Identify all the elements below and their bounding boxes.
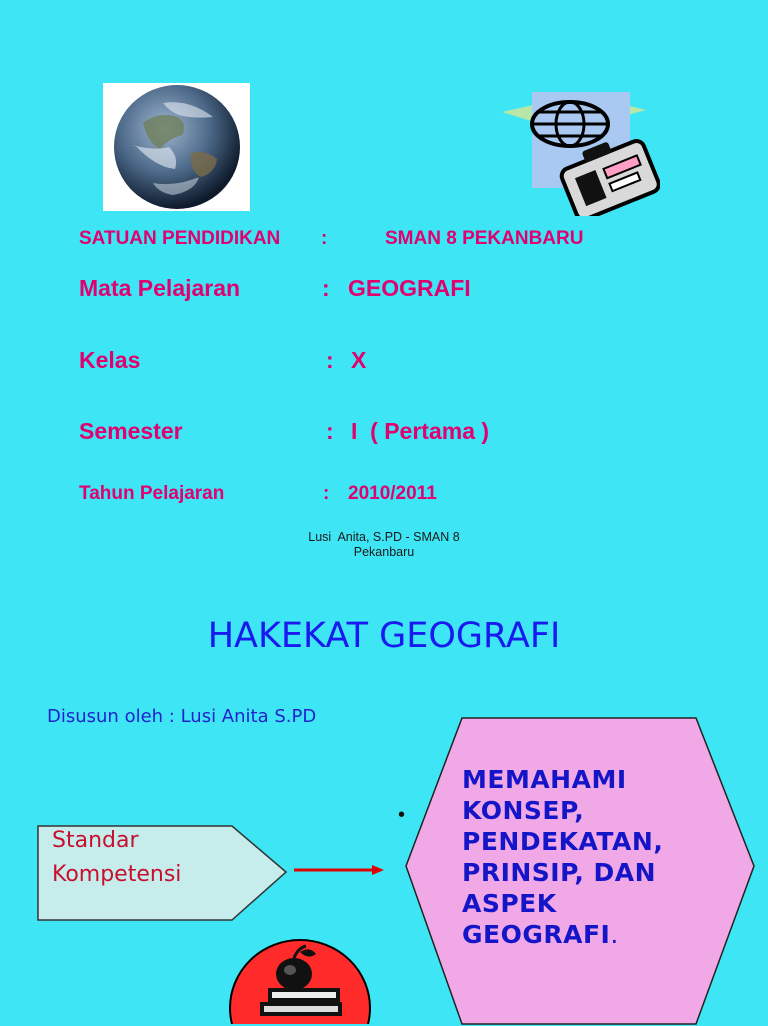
standar-kompetensi-label: [52, 824, 181, 892]
standar-kompetensi-line1: Standar: [52, 828, 139, 853]
slide-hakekat-geografi: [0, 576, 768, 1024]
label-tahun-pelajaran: Tahun Pelajaran: [79, 483, 225, 504]
sep-mata-pelajaran: :: [322, 275, 330, 301]
bullet-point: •: [398, 804, 406, 826]
hex-line-1: MEMAHAMI: [462, 765, 627, 794]
footer-credit-line2: Pekanbaru: [353, 545, 415, 559]
label-semester: Semester: [79, 418, 183, 444]
earth-globe-image: [103, 83, 250, 211]
books-apple-clipart: [228, 936, 374, 1024]
standar-kompetensi-line2: Kompetensi: [52, 862, 182, 887]
globe-suitcase-icon: [496, 88, 660, 216]
hex-line-5: ASPEK: [462, 889, 557, 918]
author-line: Disusun oleh : Lusi Anita S.PD: [47, 706, 317, 727]
value-tahun-pelajaran: 2010/2011: [348, 483, 437, 504]
value-satuan-pendidikan: SMAN 8 PEKANBARU: [385, 228, 584, 249]
hex-line-3: PENDEKATAN,: [462, 827, 664, 856]
footer-credit-line1: Lusi Anita, S.PD - SMAN 8: [308, 530, 460, 544]
hex-line-4: PRINSIP, DAN: [462, 858, 657, 887]
hex-last-word: GEOGRAFI: [462, 920, 611, 949]
sep-semester: :: [326, 418, 334, 444]
sep-kelas: :: [326, 347, 334, 373]
arrow-right-icon: [292, 862, 386, 878]
label-satuan-pendidikan: SATUAN PENDIDIKAN: [79, 228, 281, 249]
hex-line-6: [462, 919, 702, 950]
slide-title: HAKEKAT GEOGRAFI: [207, 616, 561, 656]
sep-tahun-pelajaran: :: [323, 483, 330, 504]
label-mata-pelajaran: Mata Pelajaran: [79, 275, 241, 301]
footer-credit: [234, 530, 534, 560]
sep-satuan-pendidikan: :: [321, 228, 328, 249]
value-kelas: X: [351, 347, 367, 373]
travel-globe-clipart: [496, 88, 660, 216]
value-mata-pelajaran: GEOGRAFI: [348, 275, 471, 301]
kompetensi-description: [462, 764, 702, 950]
value-semester: I ( Pertama ): [351, 418, 490, 444]
hex-period: .: [610, 920, 619, 949]
hex-line-2: KONSEP,: [462, 796, 585, 825]
earth-globe-icon: [103, 83, 250, 211]
label-kelas: Kelas: [79, 347, 141, 373]
